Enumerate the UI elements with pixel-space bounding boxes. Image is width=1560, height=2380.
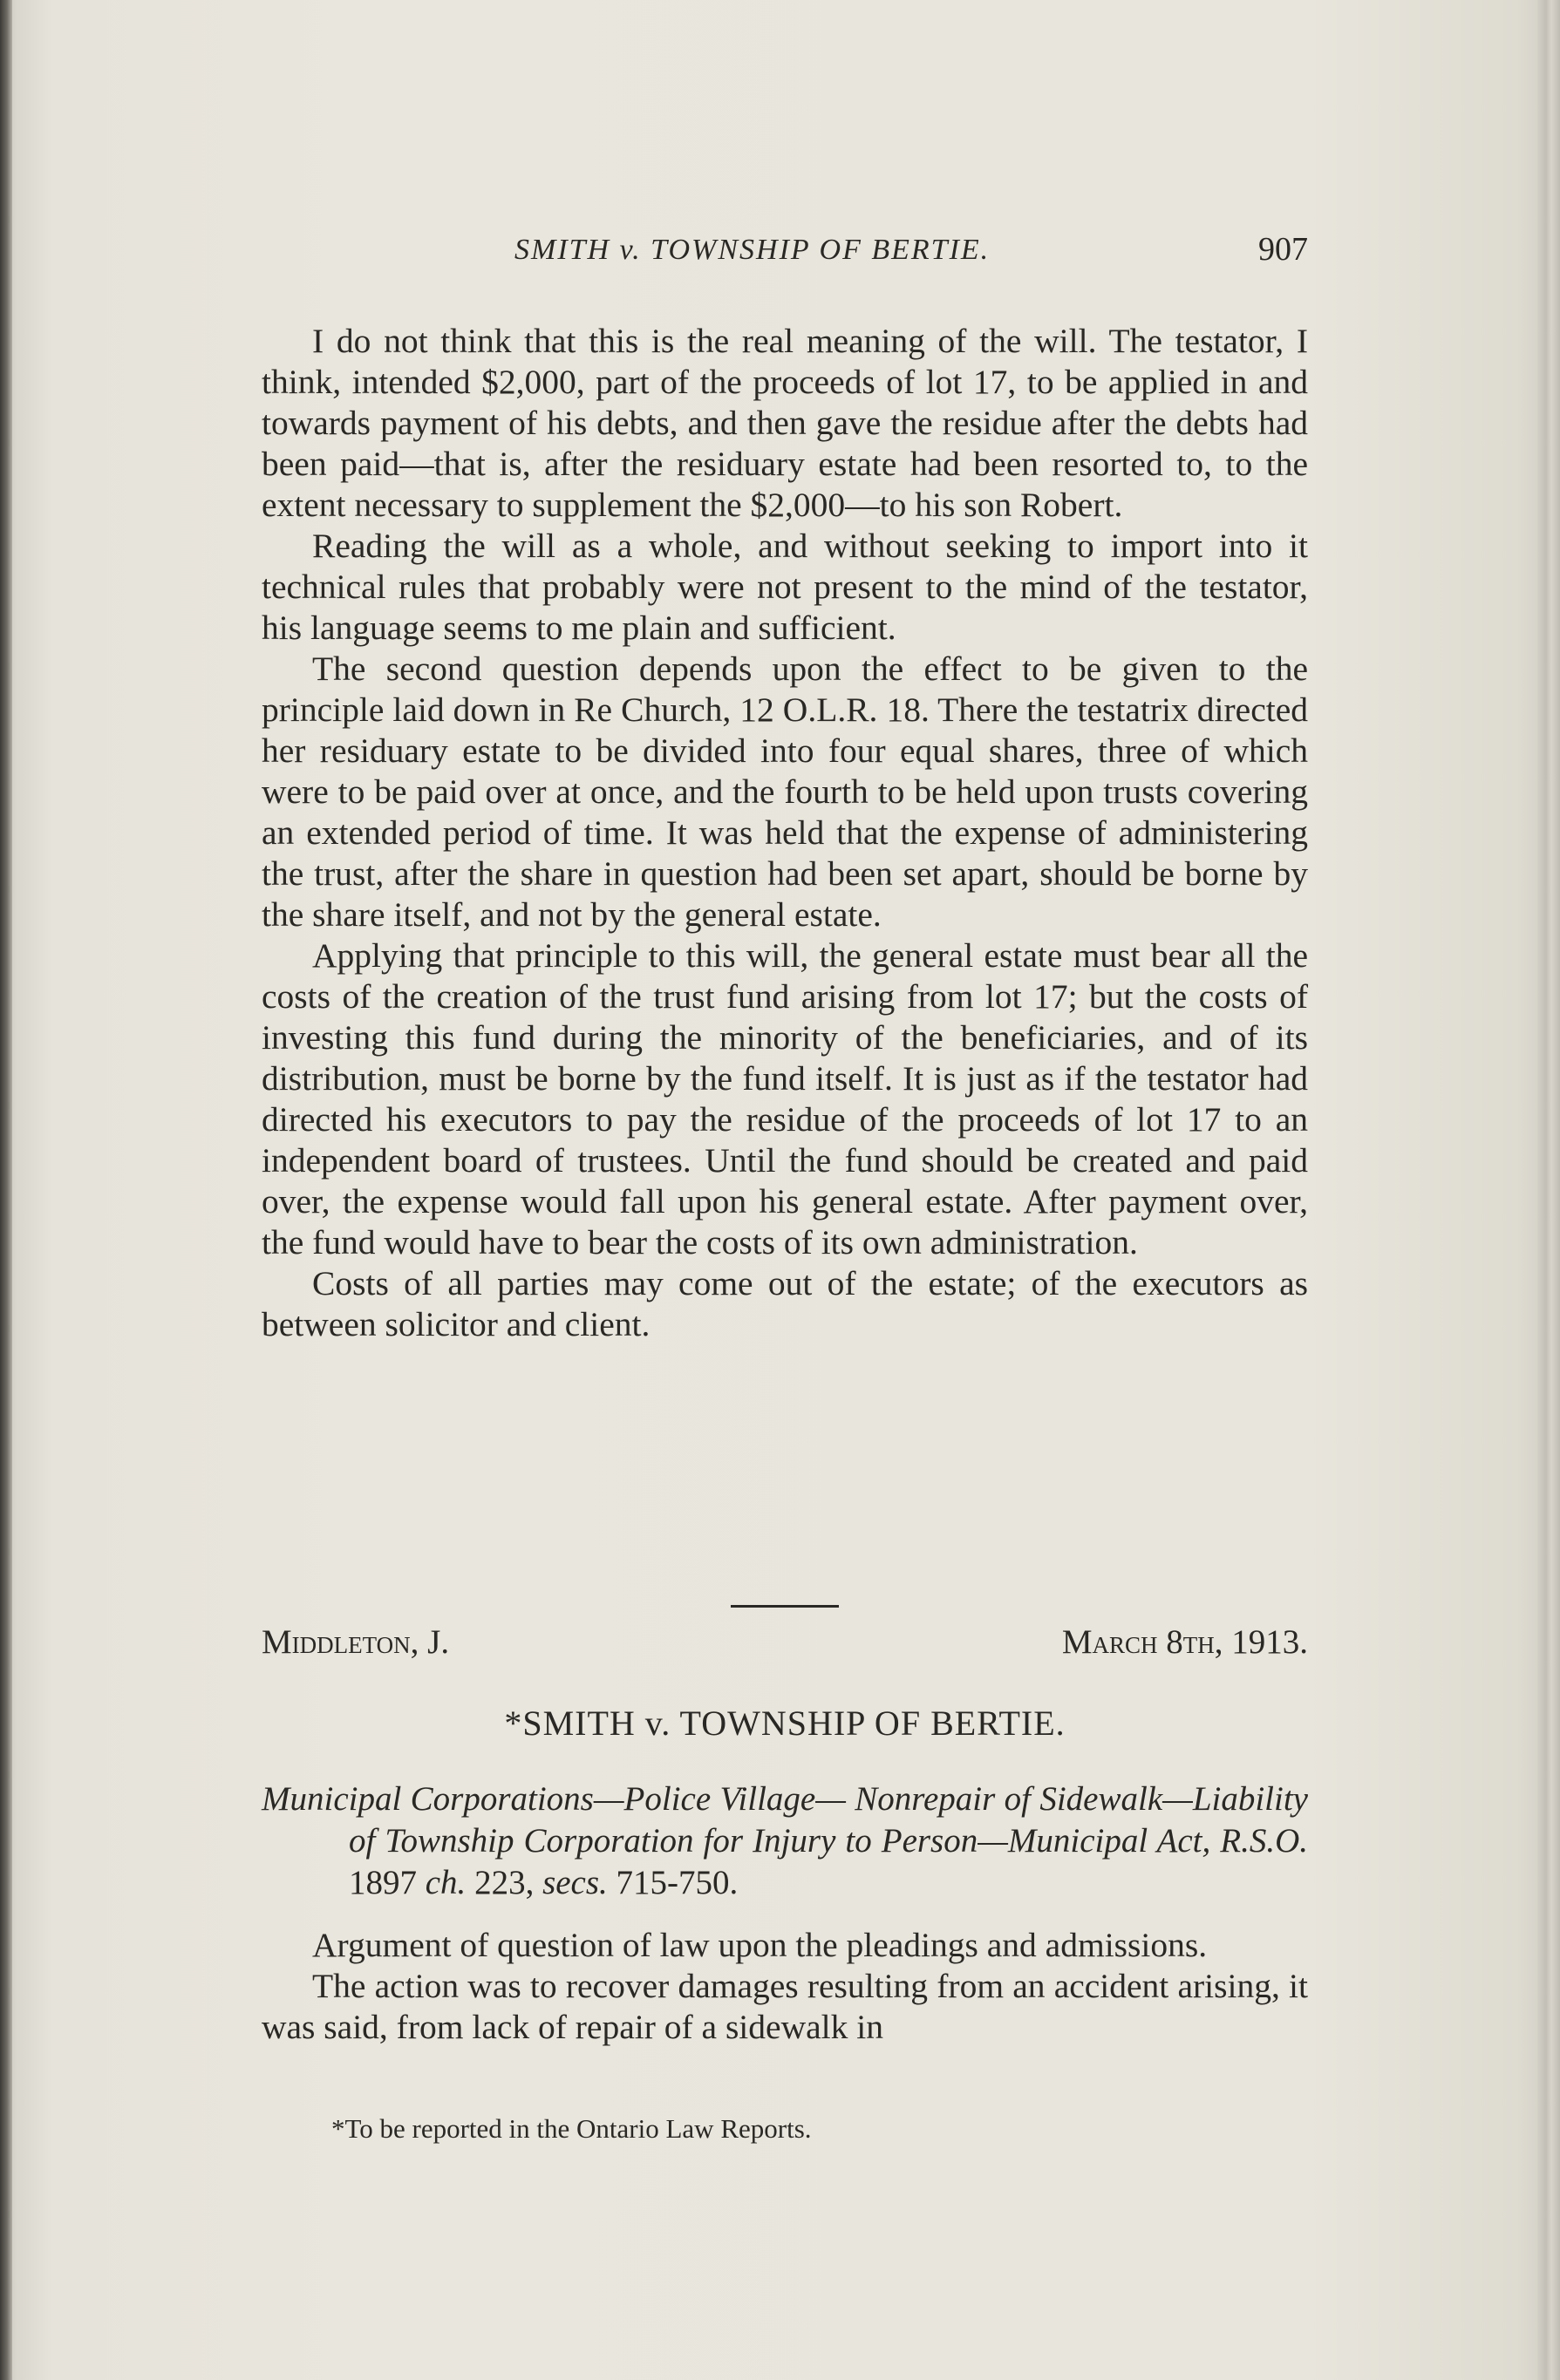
- running-title: SMITH v. TOWNSHIP OF BERTIE.: [514, 234, 991, 266]
- headnote-sections-label: secs.: [542, 1864, 608, 1901]
- case-title: *SMITH v. TOWNSHIP OF BERTIE.: [504, 1703, 1066, 1743]
- headnote-sections-number: 715-750.: [607, 1864, 739, 1901]
- paragraph: Applying that principle to this will, the general estate must bear all the costs of the creation of the trust fund arising from lot 17; but the costs of investing this fund during the minority of the beneficiaries, and of its distribution, must be borne by the fund itself. It is just as if the testator had directed his executors to pay the residue of the proceeds of lot 17 to an independent board of trustees. Until the fund should be created and paid over, the expense would fall upon his general estate. After payment over, the fund would have to bear the costs of its own administration.: [262, 936, 1308, 1261]
- footnote: *To be reported in the Ontario Law Reports.: [331, 2113, 812, 2144]
- paragraph: The second question depends upon the effect to be given to the principle laid down in Re Church, 12 O.L.R. 18. There the testatrix directed her residuary estate to be divided into four equal shares, three of which were to be paid over at once, and the fourth to be held upon trusts covering an extended period of time. It was held that the expense of administering the trust, after the share in question had been set apart, should be borne by the share itself, and not by the general estate.: [262, 649, 1308, 934]
- headnote-chapter-number: 223,: [466, 1864, 543, 1901]
- headnote-chapter-label: ch.: [425, 1864, 467, 1901]
- page-number: 907: [1258, 231, 1308, 268]
- decision-date: March 8th, 1913.: [1061, 1623, 1308, 1661]
- paragraph: Reading the will as a whole, and without seeking to import into it technical rules that probably were not present to the mind of the testator, his language seems to me plain and sufficient.: [262, 527, 1308, 647]
- paragraph: I do not think that this is the real meaning of the will. The testator, I think, intended $2,000, part of the proceeds of lot 17, to be applied in and towards payment of his debts, and then gave the residue after the debts had been paid—that is, after the residuary estate had been resorted to, to the extent necessary to supplement the $2,000—to his son Robert.: [262, 322, 1308, 524]
- judgment-header: [262, 1622, 1308, 1666]
- book-binding: [0, 0, 12, 2380]
- headnote-subject: Municipal Corporations—Police Village— Nonrepair of Sidewalk—Liability of Township Corporation for Injury to Person—Municipal Act, R.S.O.: [262, 1780, 1308, 1860]
- section-divider: [731, 1605, 839, 1608]
- headnote: [262, 1778, 1308, 1904]
- headnote-year: 1897: [349, 1864, 426, 1901]
- paragraph: Costs of all parties may come out of the estate; of the executors as between solicitor and client.: [262, 1264, 1308, 1343]
- paragraph: Argument of question of law upon the pleadings and admissions.: [312, 1926, 1208, 1964]
- judgment-text: [262, 321, 1308, 1345]
- page-edge: [1537, 0, 1560, 2380]
- judge-name: Middleton, J.: [262, 1623, 450, 1661]
- case-statement: [262, 1925, 1308, 2048]
- paragraph: The action was to recover damages resulting from an accident arising, it was said, from lack of repair of a sidewalk in: [262, 1967, 1308, 2046]
- running-head: [262, 231, 1308, 277]
